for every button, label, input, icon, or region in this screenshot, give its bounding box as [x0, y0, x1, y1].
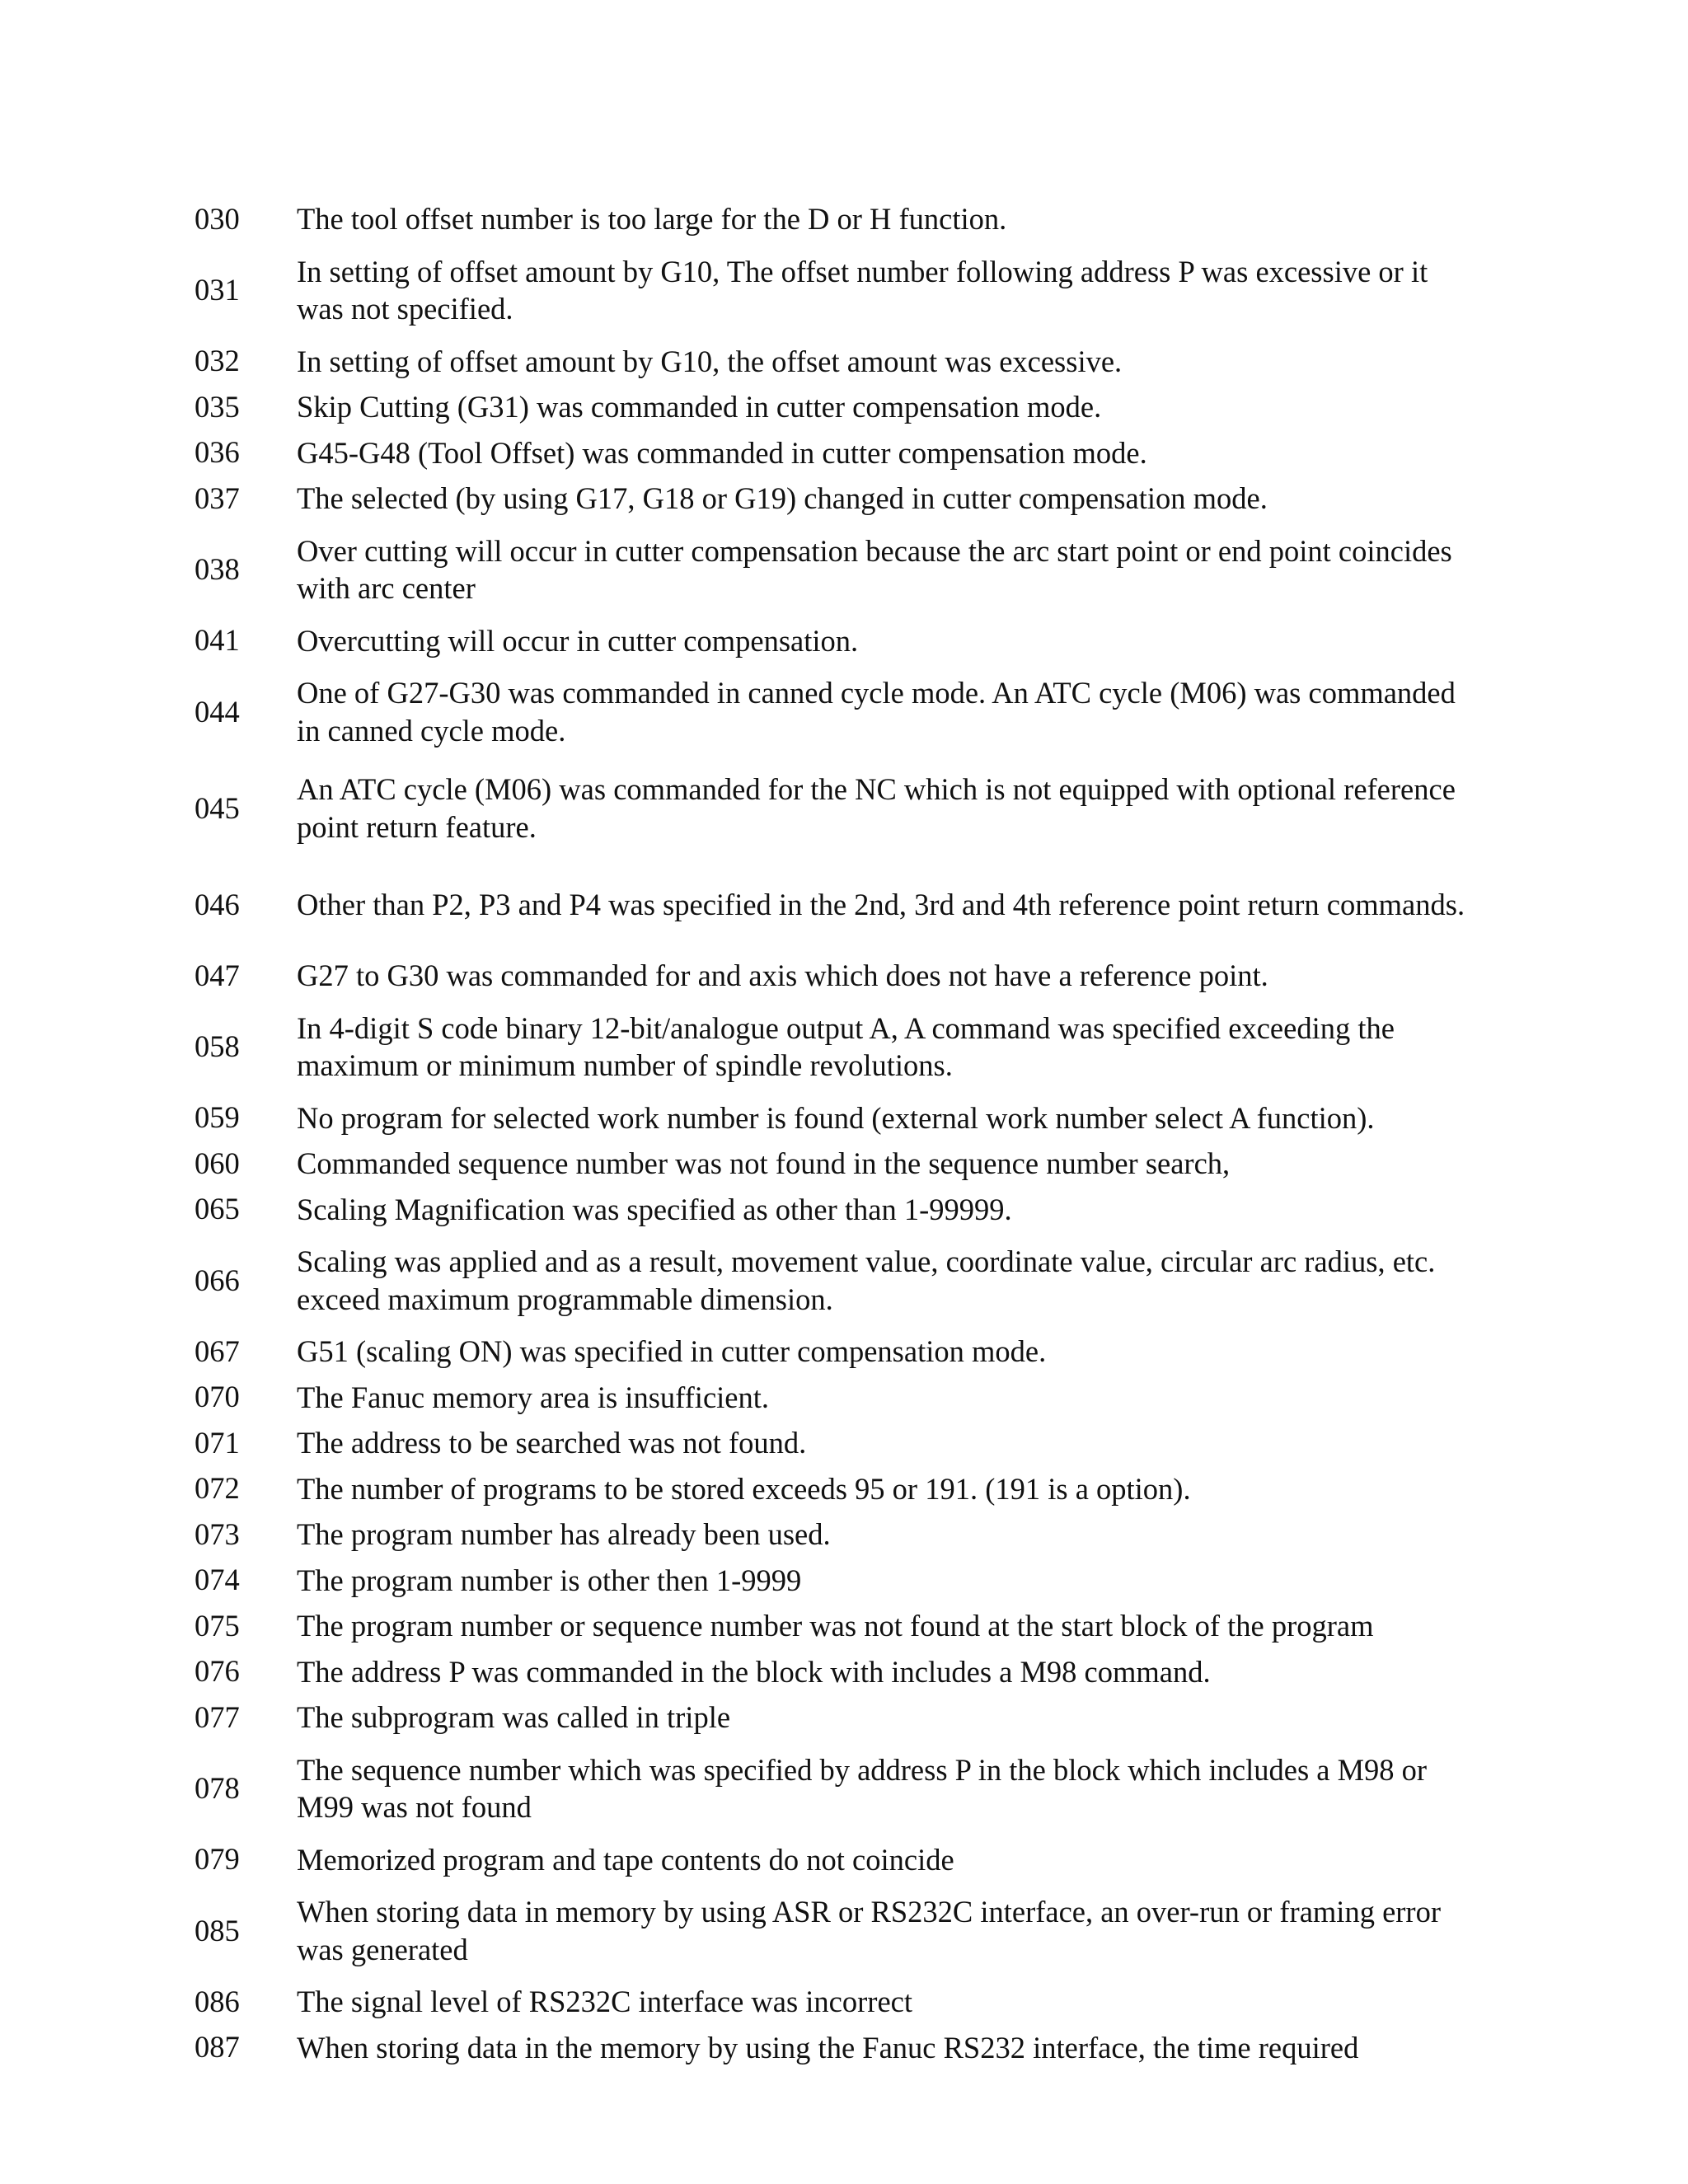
alarm-row: [195, 663, 1480, 760]
alarm-description: The tool offset number is too large for the D or H function.: [297, 202, 1007, 236]
alarm-code: 077: [195, 1699, 240, 1734]
alarm-row: [195, 953, 1480, 999]
alarm-code: 087: [195, 2030, 240, 2064]
alarm-code: 070: [195, 1380, 240, 1414]
alarm-row: [195, 618, 1480, 664]
alarm-row: [195, 1603, 1480, 1649]
alarm-row: [195, 1979, 1480, 2025]
alarm-row: [195, 196, 1480, 242]
alarm-code: 045: [195, 790, 240, 825]
alarm-row: [195, 856, 1480, 953]
alarm-row: [195, 1741, 1480, 1837]
alarm-description: Other than P2, P3 and P4 was specified in the 2nd, 3rd and 4th reference point return commands.: [297, 887, 1465, 921]
alarm-code: 074: [195, 1563, 240, 1597]
alarm-row: [195, 242, 1480, 339]
alarm-description: The address P was commanded in the block with includes a M98 command.: [297, 1654, 1211, 1689]
alarm-row: [195, 1329, 1480, 1375]
alarm-row: [195, 339, 1480, 385]
alarm-code: 044: [195, 694, 240, 729]
alarm-code: 078: [195, 1771, 240, 1805]
alarm-code: 032: [195, 344, 240, 378]
alarm-description: Overcutting will occur in cutter compensation.: [297, 623, 859, 658]
alarm-code: 060: [195, 1146, 240, 1180]
alarm-code: 076: [195, 1654, 240, 1689]
alarm-code: 046: [195, 887, 240, 921]
alarm-row: [195, 1466, 1480, 1512]
alarm-description: The number of programs to be stored exceeds 95 or 191. (191 is a option).: [297, 1471, 1191, 1506]
alarm-row: [195, 1375, 1480, 1421]
alarm-code: 035: [195, 389, 240, 424]
alarm-row: [195, 2025, 1480, 2071]
alarm-row: [195, 1882, 1480, 1979]
alarm-description: The program number is other then 1-9999: [297, 1563, 802, 1597]
alarm-row: [195, 999, 1480, 1095]
alarm-row: [195, 1649, 1480, 1695]
alarm-description: In 4-digit S code binary 12-bit/analogue output A, A command was specified exceeding the maximum or minimum number of spindle revolutions.: [297, 1010, 1395, 1082]
alarm-description: One of G27-G30 was commanded in canned cycle mode. An ATC cycle (M06) was commanded in canned cycle mode.: [297, 676, 1456, 748]
alarm-row: [195, 1694, 1480, 1741]
alarm-description: An ATC cycle (M06) was commanded for the NC which is not equipped with optional reference point return feature.: [297, 772, 1456, 844]
alarm-row: [195, 760, 1480, 856]
alarm-description: No program for selected work number is found (external work number select A function).: [297, 1100, 1375, 1135]
alarm-row: [195, 1837, 1480, 1883]
alarm-description: The selected (by using G17, G18 or G19) changed in cutter compensation mode.: [297, 481, 1268, 515]
alarm-description: When storing data in the memory by using the Fanuc RS232 interface, the time required: [297, 2030, 1359, 2064]
alarm-description: G51 (scaling ON) was specified in cutter compensation mode.: [297, 1334, 1047, 1368]
alarm-code: 071: [195, 1425, 240, 1460]
alarm-description: The Fanuc memory area is insufficient.: [297, 1380, 770, 1414]
alarm-row: [195, 1187, 1480, 1233]
alarm-description: The signal level of RS232C interface was incorrect: [297, 1985, 912, 2018]
alarm-row: [195, 384, 1480, 430]
alarm-code: 073: [195, 1516, 240, 1551]
alarm-code: 085: [195, 1913, 240, 1947]
alarm-description: The subprogram was called in triple: [297, 1700, 731, 1734]
alarm-code: 066: [195, 1263, 240, 1297]
alarm-code: 065: [195, 1192, 240, 1226]
alarm-code: 031: [195, 273, 240, 307]
alarm-description: Memorized program and tape contents do not coincide: [297, 1842, 954, 1877]
alarm-code: 086: [195, 1984, 240, 2018]
alarm-code: 075: [195, 1608, 240, 1643]
alarm-description: The program number has already been used.: [297, 1517, 831, 1551]
alarm-description: Commanded sequence number was not found in the sequence number search,: [297, 1146, 1231, 1180]
alarm-description: In setting of offset amount by G10, the offset amount was excessive.: [297, 344, 1123, 378]
alarm-code-list: [195, 196, 1480, 2070]
alarm-code: 079: [195, 1842, 240, 1877]
alarm-row: [195, 1558, 1480, 1604]
alarm-row: [195, 1232, 1480, 1329]
alarm-code: 047: [195, 958, 240, 992]
alarm-description: G27 to G30 was commanded for and axis which does not have a reference point.: [297, 958, 1268, 992]
alarm-description: The address to be searched was not found.: [297, 1426, 807, 1460]
alarm-row: [195, 1141, 1480, 1187]
alarm-code: 067: [195, 1333, 240, 1368]
alarm-description: In setting of offset amount by G10, The offset number following address P was excessive or it was not specified.: [297, 254, 1428, 326]
alarm-code: 030: [195, 201, 240, 236]
alarm-row: [195, 522, 1480, 618]
alarm-code: 037: [195, 480, 240, 515]
alarm-description: The program number or sequence number was not found at the start block of the program: [297, 1609, 1374, 1643]
alarm-row: [195, 476, 1480, 522]
alarm-description: The sequence number which was specified by address P in the block which includes a M98 or M99 was not found: [297, 1752, 1428, 1824]
alarm-description: G45-G48 (Tool Offset) was commanded in cutter compensation mode.: [297, 435, 1147, 470]
alarm-code: 072: [195, 1471, 240, 1506]
alarm-code: 036: [195, 435, 240, 470]
alarm-code: 041: [195, 623, 240, 658]
alarm-code: 059: [195, 1100, 240, 1135]
alarm-row: [195, 1095, 1480, 1141]
alarm-row: [195, 1420, 1480, 1466]
alarm-description: Scaling Magnification was specified as other than 1-99999.: [297, 1192, 1012, 1226]
alarm-row: [195, 1511, 1480, 1558]
alarm-description: When storing data in memory by using ASR or RS232C interface, an over-run or framing error was generated: [297, 1895, 1441, 1966]
alarm-code: 058: [195, 1029, 240, 1063]
alarm-row: [195, 430, 1480, 476]
alarm-code: 038: [195, 552, 240, 586]
alarm-description: Skip Cutting (G31) was commanded in cutter compensation mode.: [297, 390, 1102, 424]
alarm-description: Scaling was applied and as a result, movement value, coordinate value, circular arc radius, etc. exceed maximum programmable dimension.: [297, 1244, 1436, 1316]
alarm-description: Over cutting will occur in cutter compensation because the arc start point or end point coincides with arc center: [297, 533, 1452, 605]
